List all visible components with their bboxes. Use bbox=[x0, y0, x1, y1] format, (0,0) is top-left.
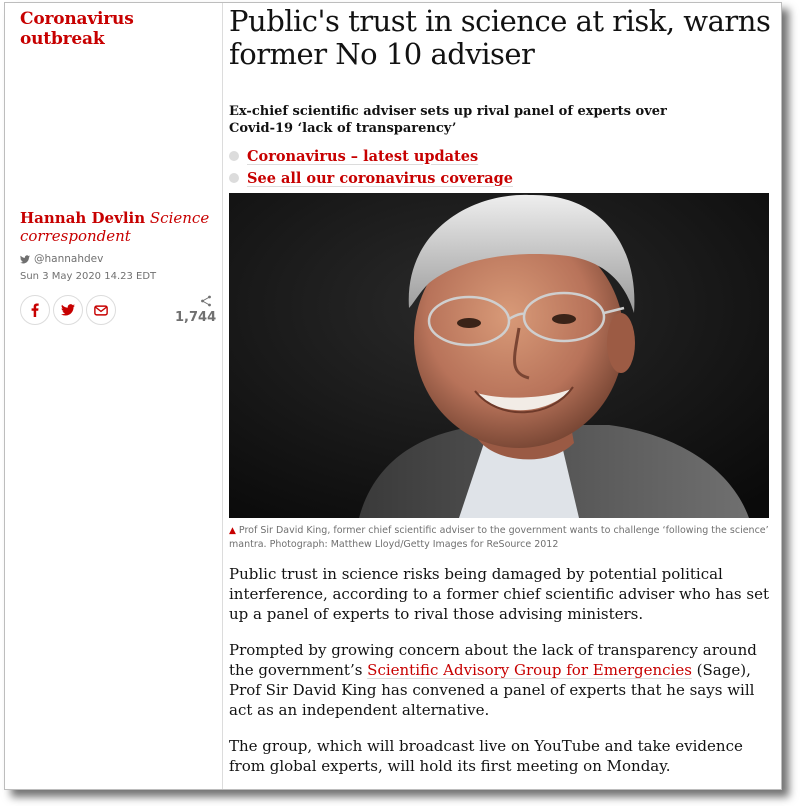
related-link-latest-updates[interactable]: Coronavirus – latest updates bbox=[247, 147, 479, 165]
share-twitter-button[interactable] bbox=[53, 295, 83, 325]
headline: Public's trust in science at risk, warns former No 10 adviser bbox=[229, 4, 771, 71]
related-item bbox=[229, 145, 774, 167]
caption-text: Prof Sir David King, former chief scientific adviser to the government wants to challenge ‘following the science’ mantra. Photograph: Matthew Lloyd/Getty Images for ReSource 2012 bbox=[229, 525, 769, 550]
twitter-icon bbox=[20, 255, 30, 264]
share-icon bbox=[200, 295, 212, 307]
portrait-photo bbox=[229, 193, 769, 518]
share-buttons bbox=[20, 295, 116, 325]
twitter-handle: @hannahdev bbox=[34, 253, 104, 265]
share-email-button[interactable] bbox=[86, 295, 116, 325]
article-body bbox=[229, 564, 774, 790]
body-paragraph bbox=[229, 640, 774, 720]
related-links bbox=[229, 145, 774, 189]
sage-link[interactable]: Scientific Advisory Group for Emergencies bbox=[367, 661, 692, 679]
article-page bbox=[4, 2, 782, 790]
related-item bbox=[229, 167, 774, 189]
byline bbox=[20, 209, 215, 245]
author-name[interactable]: Hannah Devlin bbox=[20, 209, 146, 227]
share-count: 1,744 bbox=[175, 310, 217, 325]
publish-date: Sun 3 May 2020 14.23 EDT bbox=[20, 271, 157, 282]
article-main-column bbox=[229, 3, 775, 789]
section-kicker[interactable]: Coronavirus outbreak bbox=[20, 9, 134, 49]
author-role: Science correspondent bbox=[20, 209, 210, 245]
share-facebook-button[interactable] bbox=[20, 295, 50, 325]
bullet-icon bbox=[229, 151, 239, 161]
facebook-icon bbox=[30, 303, 40, 317]
lead-photo[interactable] bbox=[229, 193, 769, 518]
bullet-icon bbox=[229, 173, 239, 183]
column-divider bbox=[222, 3, 223, 789]
caption-triangle-icon: ▲ bbox=[229, 526, 236, 536]
article-meta-column bbox=[5, 3, 219, 789]
photo-caption bbox=[229, 524, 769, 551]
twitter-icon bbox=[61, 304, 75, 316]
related-link-all-coverage[interactable]: See all our coronavirus coverage bbox=[247, 169, 513, 187]
email-icon bbox=[94, 305, 108, 316]
body-paragraph: The group, which will broadcast live on YouTube and take evidence from global experts, will hold its first meeting on Monday. bbox=[229, 737, 743, 775]
body-paragraph: Public trust in science risks being damaged by potential political interference, according to a former chief scientific adviser who has set up a panel of experts to rival those advising ministers. bbox=[229, 565, 769, 623]
paragraph-text: Prompted by growing concern about the lack of transparency around the government’s bbox=[229, 641, 757, 679]
standfirst: Ex-chief scientific adviser sets up rival panel of experts over Covid-19 ‘lack of transparency’ bbox=[229, 104, 667, 136]
twitter-handle-link[interactable] bbox=[20, 253, 103, 265]
paragraph-text: (Sage), Prof Sir David King has convened a panel of experts that he says will act as an independent alternative. bbox=[229, 661, 755, 719]
